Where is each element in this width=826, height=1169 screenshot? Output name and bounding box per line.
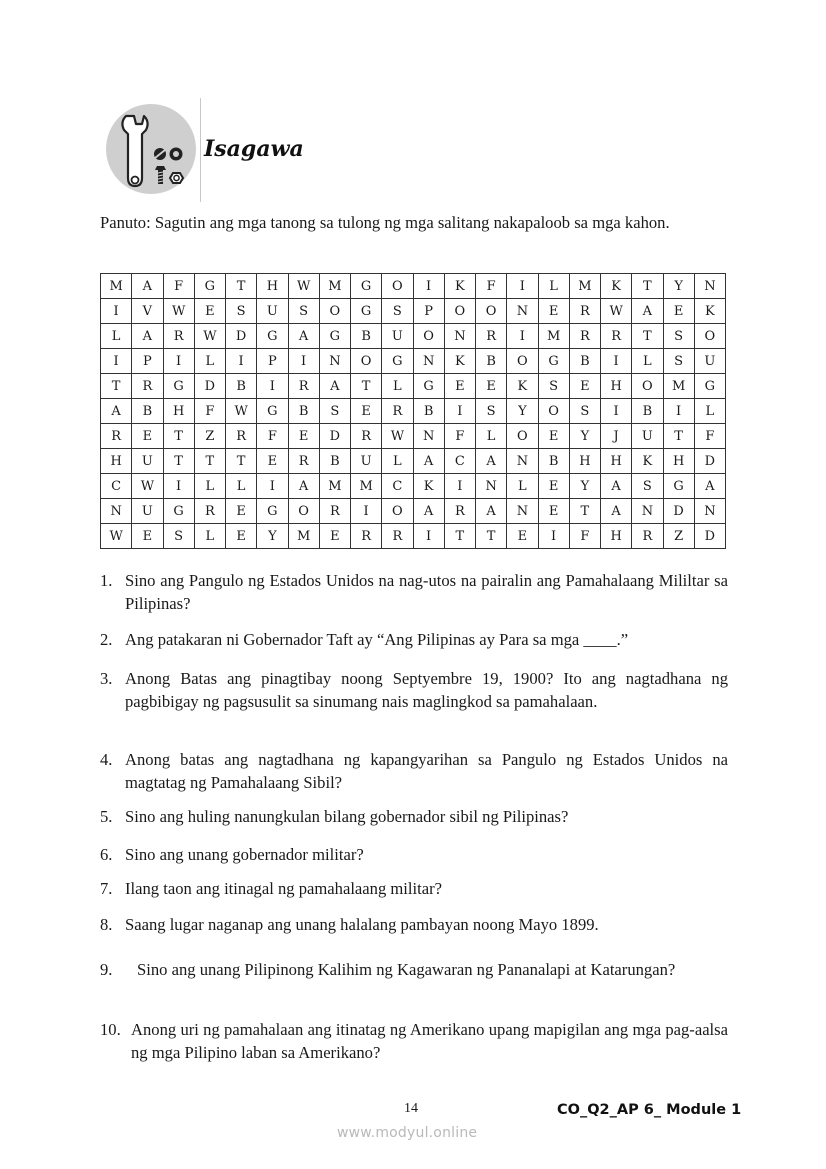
grid-cell: S — [163, 524, 194, 549]
grid-cell: A — [476, 499, 507, 524]
grid-cell: F — [257, 424, 288, 449]
grid-row — [101, 324, 726, 349]
grid-cell: O — [382, 499, 413, 524]
grid-cell: L — [507, 474, 538, 499]
grid-cell: S — [663, 349, 694, 374]
grid-cell: I — [101, 299, 132, 324]
grid-cell: A — [413, 499, 444, 524]
grid-cell: K — [632, 449, 663, 474]
question-text: Sino ang Pangulo ng Estados Unidos na nag-utos na pairalin ang Pamahalaang Mililtar sa Pilipinas? — [125, 571, 728, 613]
grid-cell: V — [132, 299, 163, 324]
grid-cell: R — [444, 499, 475, 524]
grid-cell: E — [507, 524, 538, 549]
grid-cell: L — [382, 374, 413, 399]
grid-cell: C — [444, 449, 475, 474]
question-number: 3. — [100, 669, 113, 688]
grid-cell: I — [507, 274, 538, 299]
grid-cell: N — [507, 449, 538, 474]
grid-cell: T — [569, 499, 600, 524]
question-number: 7. — [100, 879, 113, 898]
grid-cell: I — [226, 349, 257, 374]
question-number: 4. — [100, 750, 113, 769]
grid-cell: R — [132, 374, 163, 399]
grid-cell: R — [476, 324, 507, 349]
grid-cell: H — [101, 449, 132, 474]
grid-cell: G — [163, 499, 194, 524]
grid-cell: Z — [194, 424, 225, 449]
grid-cell: R — [226, 424, 257, 449]
grid-cell: M — [101, 274, 132, 299]
grid-cell: Y — [569, 474, 600, 499]
grid-cell: A — [132, 324, 163, 349]
grid-cell: A — [413, 449, 444, 474]
grid-cell: G — [257, 399, 288, 424]
grid-cell: H — [663, 449, 694, 474]
grid-cell: S — [226, 299, 257, 324]
grid-cell: H — [601, 374, 632, 399]
grid-row — [101, 499, 726, 524]
grid-cell: B — [476, 349, 507, 374]
grid-cell: F — [476, 274, 507, 299]
page-number: 14 — [404, 1101, 418, 1116]
grid-cell: T — [163, 449, 194, 474]
grid-cell: N — [444, 324, 475, 349]
grid-cell: M — [538, 324, 569, 349]
grid-cell: D — [663, 499, 694, 524]
grid-cell: E — [476, 374, 507, 399]
question-item — [100, 629, 728, 652]
grid-cell: G — [194, 274, 225, 299]
question-number: 6. — [100, 845, 113, 864]
grid-cell: E — [288, 424, 319, 449]
grid-cell: B — [288, 399, 319, 424]
question-number: 8. — [100, 915, 113, 934]
grid-cell: E — [226, 524, 257, 549]
grid-cell: R — [569, 299, 600, 324]
grid-cell: R — [351, 524, 382, 549]
grid-row — [101, 349, 726, 374]
grid-cell: U — [632, 424, 663, 449]
grid-cell: R — [288, 449, 319, 474]
grid-cell: W — [101, 524, 132, 549]
grid-cell: A — [632, 299, 663, 324]
grid-cell: O — [351, 349, 382, 374]
question-text: Sino ang unang Pilipinong Kalihim ng Kagawaran ng Pananalapi at Katarungan? — [137, 960, 676, 979]
grid-cell: C — [101, 474, 132, 499]
grid-cell: T — [194, 449, 225, 474]
grid-cell: O — [476, 299, 507, 324]
grid-cell: T — [101, 374, 132, 399]
grid-cell: S — [319, 399, 350, 424]
grid-cell: E — [538, 424, 569, 449]
grid-cell: A — [132, 274, 163, 299]
grid-cell: L — [194, 524, 225, 549]
question-item — [100, 1019, 728, 1064]
grid-cell: K — [694, 299, 725, 324]
grid-cell: I — [351, 499, 382, 524]
grid-cell: B — [132, 399, 163, 424]
grid-cell: U — [132, 449, 163, 474]
grid-cell: G — [351, 299, 382, 324]
grid-cell: G — [694, 374, 725, 399]
section-title: Isagawa — [204, 136, 304, 162]
grid-cell: I — [163, 474, 194, 499]
question-number: 5. — [100, 807, 113, 826]
question-item — [100, 570, 728, 615]
grid-cell: T — [632, 324, 663, 349]
grid-cell: L — [101, 324, 132, 349]
grid-cell: S — [288, 299, 319, 324]
question-item — [100, 959, 728, 982]
grid-cell: I — [601, 349, 632, 374]
grid-cell: L — [194, 474, 225, 499]
grid-cell: O — [632, 374, 663, 399]
grid-cell: G — [538, 349, 569, 374]
module-code: CO_Q2_AP 6_ Module 1 — [557, 1102, 742, 1118]
icon-frame — [100, 98, 201, 202]
grid-cell: W — [194, 324, 225, 349]
grid-cell: R — [382, 524, 413, 549]
watermark: www.modyul.online — [337, 1125, 478, 1141]
grid-cell: T — [632, 274, 663, 299]
grid-cell: N — [319, 349, 350, 374]
grid-cell: N — [694, 274, 725, 299]
grid-cell: E — [663, 299, 694, 324]
grid-cell: D — [226, 324, 257, 349]
question-text: Sino ang huling nanungkulan bilang gobernador sibil ng Pilipinas? — [125, 807, 569, 826]
grid-cell: E — [319, 524, 350, 549]
grid-cell: U — [257, 299, 288, 324]
instructions-text: Panuto: Sagutin ang mga tanong sa tulong ng mga salitang nakapaloob sa mga kahon. — [100, 213, 670, 232]
grid-cell: M — [288, 524, 319, 549]
grid-cell: Y — [663, 274, 694, 299]
grid-cell: N — [632, 499, 663, 524]
grid-cell: L — [194, 349, 225, 374]
wrench-and-bolts-icon — [106, 104, 196, 194]
grid-cell: L — [226, 474, 257, 499]
grid-cell: A — [601, 499, 632, 524]
grid-cell: D — [194, 374, 225, 399]
question-item — [100, 844, 728, 867]
question-number: 2. — [100, 630, 113, 649]
grid-cell: G — [663, 474, 694, 499]
word-search-grid — [100, 273, 726, 549]
grid-cell: R — [601, 324, 632, 349]
grid-cell: I — [538, 524, 569, 549]
grid-cell: O — [507, 424, 538, 449]
question-text: Anong batas ang nagtadhana ng kapangyarihan sa Pangulo ng Estados Unidos na magtatag ng Pamahalaang Sibil? — [125, 750, 728, 792]
grid-cell: L — [382, 449, 413, 474]
grid-cell: L — [632, 349, 663, 374]
question-item — [100, 749, 728, 794]
grid-cell: I — [601, 399, 632, 424]
grid-cell: R — [163, 324, 194, 349]
grid-cell: N — [413, 424, 444, 449]
grid-row — [101, 424, 726, 449]
grid-cell: B — [538, 449, 569, 474]
grid-cell: R — [194, 499, 225, 524]
grid-cell: F — [694, 424, 725, 449]
grid-cell: W — [382, 424, 413, 449]
grid-cell: C — [382, 474, 413, 499]
grid-cell: S — [538, 374, 569, 399]
grid-cell: T — [663, 424, 694, 449]
grid-row — [101, 449, 726, 474]
grid-cell: I — [257, 374, 288, 399]
grid-cell: E — [538, 499, 569, 524]
question-text: Ilang taon ang itinagal ng pamahalaang militar? — [125, 879, 443, 898]
grid-cell: L — [476, 424, 507, 449]
grid-cell: R — [288, 374, 319, 399]
grid-cell: R — [319, 499, 350, 524]
grid-cell: I — [444, 474, 475, 499]
question-text: Saang lugar naganap ang unang halalang pambayan noong Mayo 1899. — [125, 915, 599, 934]
grid-cell: O — [319, 299, 350, 324]
grid-cell: B — [319, 449, 350, 474]
grid-cell: B — [226, 374, 257, 399]
grid-cell: S — [663, 324, 694, 349]
grid-cell: L — [694, 399, 725, 424]
grid-cell: P — [413, 299, 444, 324]
grid-cell: B — [632, 399, 663, 424]
grid-cell: G — [257, 324, 288, 349]
question-item — [100, 668, 728, 713]
grid-row — [101, 399, 726, 424]
grid-cell: A — [288, 324, 319, 349]
grid-cell: P — [257, 349, 288, 374]
question-item — [100, 878, 728, 901]
question-text: Anong Batas ang pinagtibay noong Septyembre 19, 1900? Ito ang nagtadhana ng pagbibigay ng pagsusulit sa sinumang nais maglingkod sa pamahalaan. — [125, 669, 728, 711]
grid-cell: Y — [257, 524, 288, 549]
grid-cell: D — [319, 424, 350, 449]
grid-cell: G — [351, 274, 382, 299]
grid-cell: R — [351, 424, 382, 449]
grid-cell: T — [163, 424, 194, 449]
grid-cell: F — [194, 399, 225, 424]
question-text: Anong uri ng pamahalaan ang itinatag ng Amerikano upang mapigilan ang mga pag-aalsa ng mga Pilipino laban sa Amerikano? — [131, 1020, 728, 1062]
grid-cell: I — [413, 524, 444, 549]
grid-cell: R — [569, 324, 600, 349]
grid-cell: E — [444, 374, 475, 399]
grid-row — [101, 374, 726, 399]
grid-cell: S — [476, 399, 507, 424]
grid-cell: I — [507, 324, 538, 349]
grid-cell: S — [382, 299, 413, 324]
grid-cell: A — [288, 474, 319, 499]
grid-row — [101, 274, 726, 299]
grid-cell: N — [507, 299, 538, 324]
grid-cell: S — [632, 474, 663, 499]
grid-cell: E — [569, 374, 600, 399]
grid-cell: B — [413, 399, 444, 424]
question-number: 9. — [100, 960, 113, 979]
grid-row — [101, 524, 726, 549]
grid-cell: E — [132, 524, 163, 549]
question-text: Sino ang unang gobernador militar? — [125, 845, 364, 864]
question-item — [100, 914, 728, 937]
grid-cell: F — [163, 274, 194, 299]
grid-cell: U — [132, 499, 163, 524]
grid-cell: G — [257, 499, 288, 524]
grid-cell: O — [538, 399, 569, 424]
section-header — [100, 98, 360, 202]
grid-cell: M — [663, 374, 694, 399]
grid-cell: F — [444, 424, 475, 449]
grid-cell: K — [413, 474, 444, 499]
grid-cell: J — [601, 424, 632, 449]
grid-cell: G — [163, 374, 194, 399]
grid-cell: U — [694, 349, 725, 374]
grid-cell: O — [444, 299, 475, 324]
grid-cell: N — [413, 349, 444, 374]
grid-cell: Y — [507, 399, 538, 424]
grid-cell: R — [382, 399, 413, 424]
grid-cell: M — [351, 474, 382, 499]
grid-cell: O — [694, 324, 725, 349]
grid-cell: U — [382, 324, 413, 349]
grid-cell: W — [163, 299, 194, 324]
grid-cell: W — [226, 399, 257, 424]
grid-row — [101, 299, 726, 324]
grid-cell: N — [694, 499, 725, 524]
grid-cell: H — [257, 274, 288, 299]
grid-cell: R — [632, 524, 663, 549]
grid-cell: W — [601, 299, 632, 324]
grid-cell: I — [257, 474, 288, 499]
grid-cell: K — [507, 374, 538, 399]
grid-cell: A — [694, 474, 725, 499]
grid-cell: A — [476, 449, 507, 474]
grid-cell: Y — [569, 424, 600, 449]
question-number: 1. — [100, 571, 113, 590]
question-item — [100, 806, 728, 829]
grid-cell: I — [163, 349, 194, 374]
grid-cell: T — [476, 524, 507, 549]
grid-cell: E — [538, 299, 569, 324]
question-number: 10. — [100, 1020, 121, 1039]
grid-row — [101, 474, 726, 499]
grid-cell: A — [319, 374, 350, 399]
grid-cell: N — [476, 474, 507, 499]
grid-cell: S — [569, 399, 600, 424]
grid-cell: H — [601, 449, 632, 474]
grid-cell: G — [382, 349, 413, 374]
grid-cell: I — [101, 349, 132, 374]
grid-cell: T — [226, 449, 257, 474]
grid-cell: D — [694, 524, 725, 549]
grid-cell: E — [351, 399, 382, 424]
grid-cell: I — [288, 349, 319, 374]
grid-cell: T — [351, 374, 382, 399]
grid-cell: N — [101, 499, 132, 524]
grid-cell: F — [569, 524, 600, 549]
grid-cell: I — [663, 399, 694, 424]
grid-cell: O — [413, 324, 444, 349]
grid-cell: E — [132, 424, 163, 449]
grid-cell: B — [351, 324, 382, 349]
grid-cell: N — [507, 499, 538, 524]
grid-cell: G — [319, 324, 350, 349]
grid-cell: O — [507, 349, 538, 374]
grid-cell: R — [101, 424, 132, 449]
grid-cell: K — [601, 274, 632, 299]
grid-cell: W — [288, 274, 319, 299]
question-text: Ang patakaran ni Gobernador Taft ay “Ang Pilipinas ay Para sa mga ____.” — [125, 630, 629, 649]
grid-cell: K — [444, 274, 475, 299]
grid-cell: K — [444, 349, 475, 374]
grid-cell: P — [132, 349, 163, 374]
grid-cell: E — [538, 474, 569, 499]
grid-cell: H — [163, 399, 194, 424]
grid-cell: G — [413, 374, 444, 399]
grid-cell: I — [444, 399, 475, 424]
grid-cell: Z — [663, 524, 694, 549]
grid-cell: T — [444, 524, 475, 549]
grid-cell: I — [413, 274, 444, 299]
grid-cell: L — [538, 274, 569, 299]
grid-cell: E — [194, 299, 225, 324]
grid-cell: B — [569, 349, 600, 374]
grid-cell: M — [319, 474, 350, 499]
grid-cell: H — [569, 449, 600, 474]
grid-cell: D — [694, 449, 725, 474]
grid-cell: W — [132, 474, 163, 499]
grid-cell: A — [101, 399, 132, 424]
grid-cell: M — [569, 274, 600, 299]
grid-cell: E — [226, 499, 257, 524]
grid-cell: M — [319, 274, 350, 299]
grid-cell: H — [601, 524, 632, 549]
grid-cell: O — [382, 274, 413, 299]
grid-cell: T — [226, 274, 257, 299]
grid-cell: A — [601, 474, 632, 499]
grid-cell: U — [351, 449, 382, 474]
grid-cell: O — [288, 499, 319, 524]
grid-cell: E — [257, 449, 288, 474]
